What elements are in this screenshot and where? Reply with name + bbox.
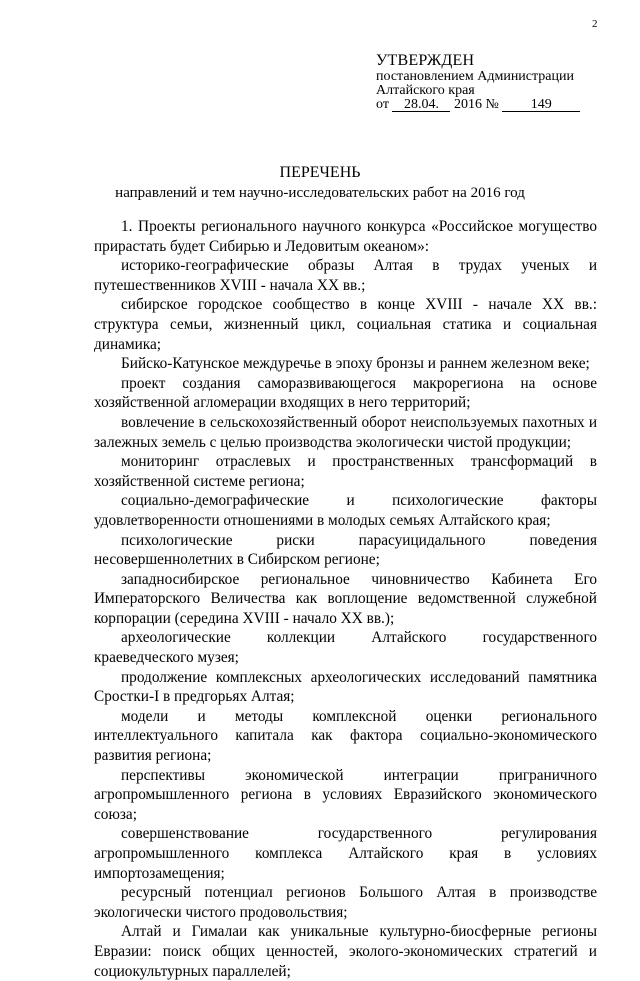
list-item: 1. Проекты регионального научного конкурса «Российское могущество прирастать будет Сибирью и Ледовитым океаном»: xyxy=(94,218,597,255)
approval-number-field: 149 xyxy=(502,98,580,112)
document-heading xyxy=(0,163,640,203)
list-item: сибирское городское сообщество в конце XVIII - начале XX вв.: структура семьи, жизненный цикл, социальная статика и социальная динамика; xyxy=(94,296,597,353)
list-item: психологические риски парасуицидального поведения несовершеннолетних в Сибирском регионе; xyxy=(94,531,597,569)
document-body xyxy=(94,217,597,981)
list-item: модели и методы комплексной оценки регионального интеллектуального капитала как фактора социально-экономического развития региона; xyxy=(94,707,597,765)
list-item: социально-демографические и психологические факторы удовлетворенности отношениями в молодых семьях Алтайского края; xyxy=(94,492,597,529)
list-item: мониторинг отраслевых и пространственных трансформаций в хозяйственной системе региона; xyxy=(94,453,597,490)
approval-stamp-block xyxy=(376,52,580,112)
list-item: перспективы экономической интеграции приграничного агропромышленного региона в условиях Евразийского экономического союза; xyxy=(94,766,597,823)
list-item: Алтай и Гималаи как уникальные культурно-биосферные регионы Евразии: поиск общих ценностей, эколого-экономических стратегий и социокультурных параллелей; xyxy=(94,923,597,980)
document-title: ПЕРЕЧЕНЬ xyxy=(279,164,361,181)
list-item: историко-географические образы Алтая в трудах ученых и путешественников XVIII - начала XX вв.; xyxy=(94,257,597,294)
list-item: вовлечение в сельскохозяйственный оборот неиспользуемых пахотных и залежных земель с целью производства экологически чистой продукции; xyxy=(94,413,597,451)
approval-date-field: 28.04. xyxy=(392,98,450,112)
page-number: 2 xyxy=(592,18,598,30)
approval-year: 2016 № xyxy=(453,97,499,112)
list-item: продолжение комплексных археологических исследований памятника Сростки-I в предгорьях Алтая; xyxy=(94,668,597,706)
list-item: археологические коллекции Алтайского государственного краеведческого музея; xyxy=(94,629,597,667)
document-subtitle: направлений и тем научно-исследовательских работ на 2016 год xyxy=(115,185,525,201)
list-item: западносибирское региональное чиновничество Кабинета Его Императорского Величества как воплощение ведомственной служебной корпорации (середина XVIII - начало XX вв.); xyxy=(94,570,597,627)
approval-title: УТВЕРЖДЕН xyxy=(376,52,475,69)
approval-date-line xyxy=(376,98,580,112)
list-item: Бийско-Катунское междуречье в эпоху бронзы и раннем железном веке; xyxy=(121,355,590,373)
list-item: проект создания саморазвивающегося макрорегиона на основе хозяйственной агломерации входящих в него территорий; xyxy=(94,374,597,412)
approval-line-1: постановлением Администрации xyxy=(376,69,574,84)
approval-from-prefix: от xyxy=(376,97,389,112)
list-item: совершенствование государственного регулирования агропромышленного комплекса Алтайского края в условиях импортозамещения; xyxy=(94,825,597,882)
list-item: ресурсный потенциал регионов Большого Алтая в производстве экологически чистого продовольствия; xyxy=(94,884,597,921)
approval-line-2: Алтайского края xyxy=(376,83,475,98)
